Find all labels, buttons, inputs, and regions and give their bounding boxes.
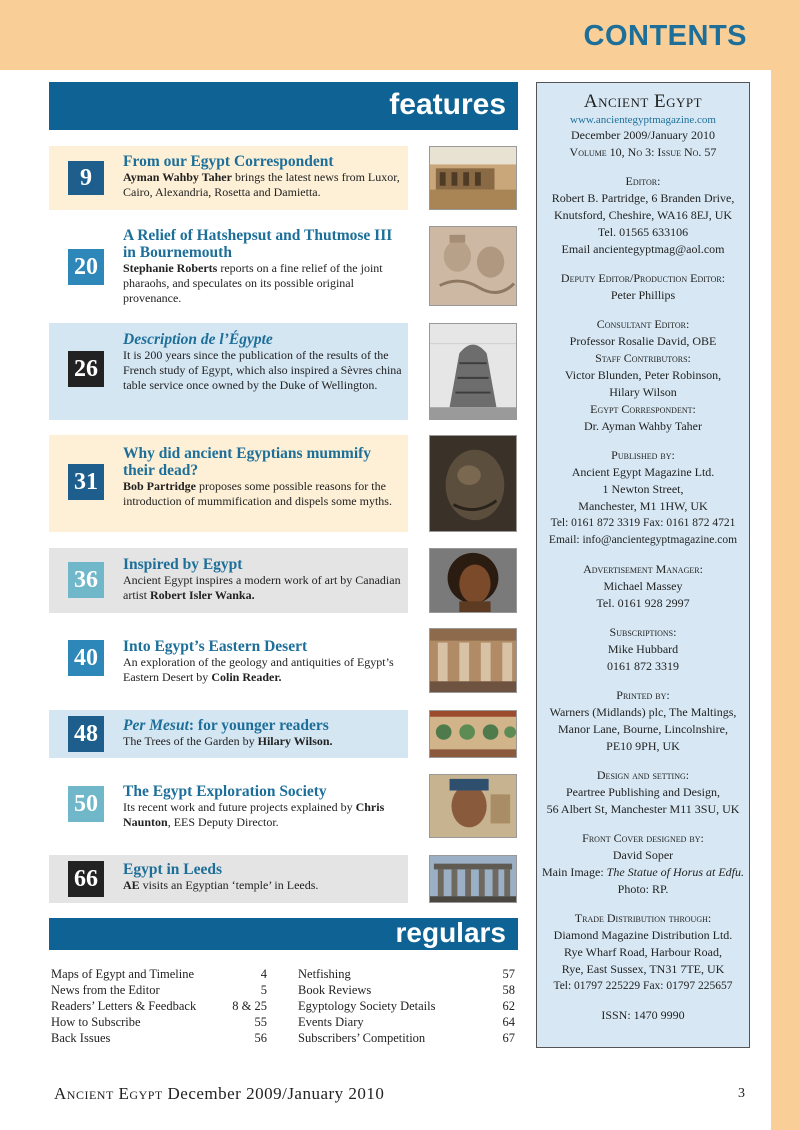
deputy-editor-heading: Deputy Editor/Production Editor: xyxy=(560,271,726,285)
article-title[interactable]: Inspired by Egypt xyxy=(123,556,243,573)
article-desc-text: The Trees of the Garden by xyxy=(123,734,258,748)
page-number-box: 36 xyxy=(68,562,104,598)
list-item[interactable] xyxy=(51,1030,267,1046)
subscriptions-line: 0161 872 3319 xyxy=(607,659,679,673)
printer-line: PE10 9PH, UK xyxy=(606,739,680,753)
article-desc-text: proposes some possible reasons for the introduction of mummification and dispels some myths. xyxy=(123,479,392,508)
list-item-page: 5 xyxy=(260,983,267,997)
desert-temple-photo xyxy=(429,628,517,693)
staff-line: Victor Blunden, Peter Robinson, xyxy=(564,368,722,382)
article-author: Bob Partridge xyxy=(123,479,196,493)
article-entry[interactable] xyxy=(49,323,408,420)
right-color-band xyxy=(771,70,799,1130)
publisher-line: Ancient Egypt Magazine Ltd. xyxy=(571,465,715,479)
article-title[interactable]: The Egypt Exploration Society xyxy=(123,783,327,800)
article-description xyxy=(123,479,403,509)
list-item[interactable] xyxy=(51,966,267,982)
advertisement-line: Michael Massey xyxy=(603,579,683,593)
article-description xyxy=(123,261,403,306)
masthead-sidebar xyxy=(536,82,750,1048)
article-title[interactable]: A Relief of Hatshepsut and Thutmose III in Bournemouth xyxy=(123,227,393,261)
subscriptions-line: Mike Hubbard xyxy=(607,642,679,656)
subscriptions-heading: Subscriptions: xyxy=(609,625,677,639)
article-title[interactable]: From our Egypt Correspondent xyxy=(123,153,334,170)
article-entry[interactable] xyxy=(49,548,408,613)
article-description: It is 200 years since the publication of the results of the French study of Egypt, which also inspired a Sèvres china table service once owned by the Duke of Wellington. xyxy=(123,348,402,392)
article-entry[interactable] xyxy=(49,630,408,695)
page-footer xyxy=(54,1084,384,1104)
consultant-editor-heading: Consultant Editor: xyxy=(596,317,690,331)
article-entry[interactable] xyxy=(49,146,408,210)
cover-designer: David Soper xyxy=(612,848,674,862)
list-item[interactable] xyxy=(298,1030,515,1046)
article-entry[interactable] xyxy=(49,855,408,903)
article-entry[interactable] xyxy=(49,776,408,846)
publisher-email[interactable]: Email: info@ancientegyptmagazine.com xyxy=(548,534,738,546)
editor-line: Robert B. Partridge, 6 Branden Drive, xyxy=(551,191,735,205)
list-item-page: 64 xyxy=(502,1015,515,1029)
list-item[interactable] xyxy=(298,966,515,982)
issn: ISSN: 1470 9990 xyxy=(601,1008,685,1022)
article-description xyxy=(123,800,403,830)
staff-line: Hilary Wilson xyxy=(609,385,677,399)
editor-line: Tel. 01565 633106 xyxy=(597,225,689,239)
article-entry[interactable] xyxy=(49,710,408,758)
distribution-line: Tel: 01797 225229 Fax: 01797 225657 xyxy=(553,980,733,992)
article-desc-text: , EES Deputy Director. xyxy=(167,815,279,829)
list-item-label: Maps of Egypt and Timeline xyxy=(51,967,195,981)
distribution-line: Rye Wharf Road, Harbour Road, xyxy=(564,945,722,959)
article-title[interactable]: Why did ancient Egyptians mummify their dead? xyxy=(123,445,372,479)
printer-line: Warners (Midlands) plc, The Maltings, xyxy=(549,705,737,719)
mummy-photo xyxy=(429,435,517,532)
distribution-line: Diamond Magazine Distribution Ltd. xyxy=(553,928,733,942)
printer-line: Manor Lane, Bourne, Lincolnshire, xyxy=(558,722,728,736)
article-description xyxy=(123,573,403,603)
page-number-box: 26 xyxy=(68,351,104,387)
list-item-page: 57 xyxy=(502,967,515,981)
cover-heading: Front Cover designed by: xyxy=(582,831,704,845)
cover-main-label: Main Image: xyxy=(542,865,607,879)
cover-main-image xyxy=(537,864,749,881)
advertisement-heading: Advertisement Manager: xyxy=(583,562,703,576)
article-title[interactable] xyxy=(123,717,403,734)
list-item-page: 67 xyxy=(502,1031,515,1045)
list-item[interactable] xyxy=(298,982,515,998)
article-title[interactable]: Description de l’Égypte xyxy=(123,331,273,348)
editor-line: Knutsford, Cheshire, WA16 8EJ, UK xyxy=(553,208,733,222)
list-item-label: Egyptology Society Details xyxy=(298,999,436,1013)
page-number-box: 20 xyxy=(68,249,104,285)
footer-date: December 2009/January 2010 xyxy=(167,1084,385,1103)
list-item-label: Subscribers’ Competition xyxy=(298,1031,426,1045)
consultant-editor-name: Professor Rosalie David, OBE xyxy=(569,334,717,348)
list-item-page: 8 & 25 xyxy=(232,999,267,1013)
regulars-heading: regulars xyxy=(49,918,518,950)
publisher-line: Tel: 0161 872 3319 Fax: 0161 872 4721 xyxy=(550,517,736,529)
article-author: Colin Reader. xyxy=(211,670,282,684)
article-entry[interactable] xyxy=(49,435,408,532)
distribution-line: Rye, East Sussex, TN31 7TE, UK xyxy=(561,962,725,976)
page-title: CONTENTS xyxy=(583,20,747,52)
article-author: Hilary Wilson. xyxy=(257,734,333,748)
regulars-right-list xyxy=(298,966,515,1046)
article-desc-text: Ancient Egypt inspires a modern work of art by Canadian artist xyxy=(123,573,401,602)
list-item-label: Readers’ Letters & Feedback xyxy=(51,999,197,1013)
editor-heading: Editor: xyxy=(625,174,661,188)
list-item[interactable] xyxy=(51,998,267,1014)
article-description xyxy=(123,878,403,893)
list-item[interactable] xyxy=(51,982,267,998)
list-item-label: Back Issues xyxy=(51,1031,111,1045)
list-item[interactable] xyxy=(298,1014,515,1030)
article-desc-text: An exploration of the geology and antiquities of Egypt’s Eastern Desert by xyxy=(123,655,394,684)
printer-heading: Printed by: xyxy=(616,688,670,702)
page-number-box: 66 xyxy=(68,861,104,897)
article-title[interactable]: Egypt in Leeds xyxy=(123,861,223,878)
design-heading: Design and setting: xyxy=(596,768,690,782)
article-description xyxy=(123,655,403,685)
publisher-line: 1 Newton Street, xyxy=(602,482,684,496)
page-number-box: 40 xyxy=(68,640,104,676)
issue-date: December 2009/January 2010 xyxy=(571,128,715,142)
article-title[interactable]: Into Egypt’s Eastern Desert xyxy=(123,638,308,655)
article-author: Robert Isler Wanka. xyxy=(150,588,255,602)
article-desc-text: visits an Egyptian ‘temple’ in Leeds. xyxy=(139,878,319,892)
article-description xyxy=(123,170,403,200)
publisher-heading: Published by: xyxy=(611,448,675,462)
list-item-label: Events Diary xyxy=(298,1015,364,1029)
page-number: 3 xyxy=(738,1086,745,1101)
magazine-title: Ancient Egypt xyxy=(583,91,703,112)
leeds-temple-photo xyxy=(429,855,517,903)
article-title-italic: Per Mesut xyxy=(123,717,189,734)
regulars-left-list xyxy=(51,966,267,1046)
portrait-painting xyxy=(429,548,517,613)
design-line: Peartree Publishing and Design, xyxy=(566,785,720,799)
page-number-box: 9 xyxy=(68,161,104,195)
list-item-page: 4 xyxy=(260,967,267,981)
list-item[interactable] xyxy=(51,1014,267,1030)
relief-carving-photo xyxy=(429,226,517,306)
features-heading: features xyxy=(49,82,518,130)
magazine-url[interactable]: www.ancientegyptmagazine.com xyxy=(570,114,716,126)
list-item-label: Book Reviews xyxy=(298,983,372,997)
list-item-page: 58 xyxy=(502,983,515,997)
article-author: Ayman Wahby Taher xyxy=(123,170,232,184)
page-number-box: 31 xyxy=(68,464,104,500)
design-line: 56 Albert St, Manchester M11 3SU, UK xyxy=(546,802,740,816)
list-item[interactable] xyxy=(298,998,515,1014)
list-item-label: How to Subscribe xyxy=(51,1015,141,1029)
list-item-label: Netfishing xyxy=(298,967,351,981)
wall-painting xyxy=(429,774,517,838)
garden-painting xyxy=(429,710,517,758)
article-title-rest: : for younger readers xyxy=(188,717,329,734)
correspondent-heading: Egypt Correspondent: xyxy=(590,402,696,416)
deputy-editor-name: Peter Phillips xyxy=(610,288,676,302)
article-desc-text: Its recent work and future projects explained by xyxy=(123,800,356,814)
article-author: AE xyxy=(123,878,140,892)
correspondent-name: Dr. Ayman Wahby Taher xyxy=(584,419,702,433)
article-author: Stephanie Roberts xyxy=(123,261,218,275)
sphinx-engraving xyxy=(429,323,517,420)
article-desc-text: reports on a fine relief of the joint pharaohs, and speculates on its possible original provenance. xyxy=(123,261,383,305)
editor-email[interactable]: Email ancientegyptmag@aol.com xyxy=(561,242,725,256)
article-entry[interactable] xyxy=(49,224,408,310)
article-description xyxy=(123,734,403,749)
page-number-box: 50 xyxy=(68,786,104,822)
article-desc-text: brings the latest news from Luxor, Cairo, Alexandria, Rosetta and Damietta. xyxy=(123,170,400,199)
temple-ruins-photo xyxy=(429,146,517,210)
cover-photo-credit: Photo: RP. xyxy=(617,882,669,896)
issue-volume: Volume 10, No 3: Issue No. 57 xyxy=(569,145,717,159)
list-item-label: News from the Editor xyxy=(51,983,160,997)
distribution-heading: Trade Distribution through: xyxy=(574,911,712,925)
article-author: Chris Naunton xyxy=(123,800,385,829)
list-item-page: 55 xyxy=(254,1015,267,1029)
advertisement-line: Tel. 0161 928 2997 xyxy=(596,596,690,610)
list-item-page: 56 xyxy=(254,1031,267,1045)
footer-brand: Ancient Egypt xyxy=(54,1084,163,1103)
cover-main-title: The Statue of Horus at Edfu. xyxy=(606,865,744,879)
publisher-line: Manchester, M1 1HW, UK xyxy=(578,499,708,513)
staff-heading: Staff Contributors: xyxy=(595,351,691,365)
page-number-box: 48 xyxy=(68,716,104,752)
list-item-page: 62 xyxy=(502,999,515,1013)
